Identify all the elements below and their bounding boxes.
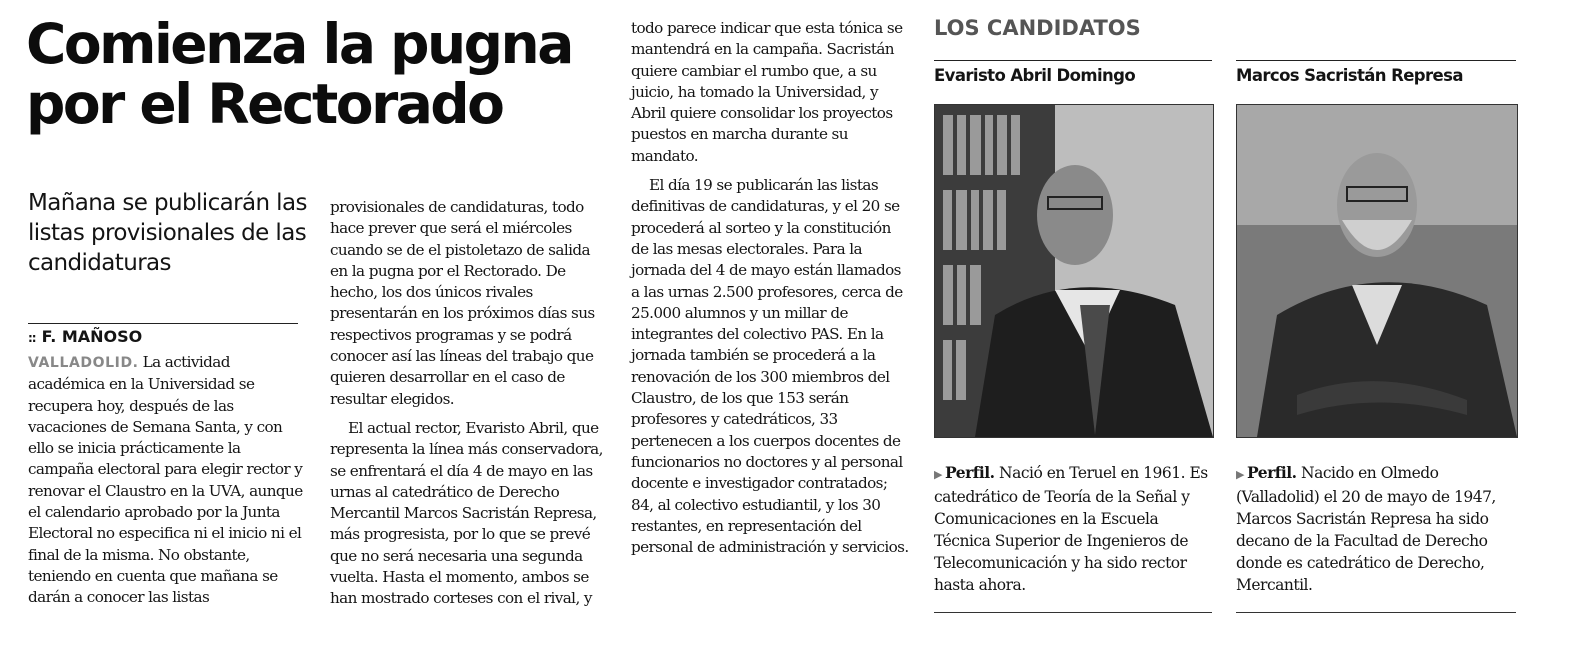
byline-author: F. MAÑOSO <box>41 327 143 346</box>
article-paragraph: provisionales de candidaturas, todo hace prever que será el miércoles cuando se de el pistoletazo de salida en la pugna por el Rectorado. De hecho, los dos únicos rivales presentarán en los próximos días sus respectivos programas y se podrá conocer así las líneas del trabajo que quieren desarrollar en el caso de resultar elegidos. <box>330 198 595 408</box>
triangle-right-icon: ▶ <box>934 468 942 481</box>
profile-text: Nacido en Olmedo (Valladolid) el 20 de mayo de 1947, Marcos Sacristán Represa ha sido decano de la Facultad de Derecho donde es catedrático de Derecho, Mercantil. <box>1236 464 1496 594</box>
article-paragraph: El actual rector, Evaristo Abril, que representa la línea más conservadora, se enfrentará el día 4 de mayo en las urnas al catedrático de Derecho Mercantil Marcos Sacristán Represa, más progresista, por lo que se prevé que no será necesaria una segunda vuelta. Hasta el momento, ambos se han mostrado corteses con el rival, y <box>330 418 603 608</box>
section-title: LOS CANDIDATOS <box>934 16 1141 40</box>
profile-text: Nació en Teruel en 1961. Es catedrático de Teoría de la Señal y Comunicaciones en la Escuela Técnica Superior de Ingenieros de Telecomunicación y ha sido rector hasta ahora. <box>934 464 1208 594</box>
divider <box>1236 612 1516 613</box>
byline-marker-icon: :: <box>28 331 36 345</box>
candidate-name-sacristan: Marcos Sacristán Represa <box>1236 60 1516 85</box>
article-column-3 <box>631 18 912 558</box>
paragraph-1-text: La actividad académica en la Universidad se recupera hoy, después de las vacaciones de Semana Santa, y con ello se inicia prácticamente la campaña electoral para elegir rector y renovar el Claustro en la UVA, aunque el calendario aprobado por la Junta Electoral no especifica ni el inicio ni el final de la misma. No obstante, teniendo en cuenta que mañana se darán a conocer las listas <box>28 353 303 607</box>
candidate-name-abril: Evaristo Abril Domingo <box>934 60 1212 85</box>
candidate-bio-sacristan <box>1236 462 1516 596</box>
profile-label: Perfil. <box>944 463 995 482</box>
article-column-2 <box>330 197 610 610</box>
triangle-right-icon: ▶ <box>1236 468 1244 481</box>
article-column-1 <box>28 352 306 609</box>
city-dateline: VALLADOLID. <box>28 355 139 371</box>
byline <box>28 323 298 349</box>
article-paragraph: El día 19 se publicarán las listas definitivas de candidaturas, y el 20 se procederá al sorteo y la constitución de las mesas electorales. Para la jornada del 4 de mayo están llamados a las urnas 2.500 profesores, cerca de 25.000 alumnos y un millar de integrantes del colectivo PAS. En la jornada también se procederá a la renovación de los 300 miembros del Claustro, de los que 153 serán profesores y catedráticos, 33 pertenecen a los cuerpos docentes de funcionarios no doctores y al personal docente e investigador contratados; 84, al colectivo estudiantil, y los 30 restantes, en representación del personal de administración y servicios. <box>631 176 909 557</box>
divider <box>934 612 1212 613</box>
candidate-bio-abril <box>934 462 1212 596</box>
article-paragraph <box>28 352 306 609</box>
candidate-photo-abril <box>934 104 1214 438</box>
headline: Comienza la pugna por el Rectorado <box>26 12 572 136</box>
profile-label: Perfil. <box>1246 463 1297 482</box>
candidate-photo-sacristan <box>1236 104 1518 438</box>
subheadline: Mañana se publicarán las listas provisionales de las candidaturas <box>28 190 307 276</box>
article-paragraph: todo parece indicar que esta tónica se mantendrá en la campaña. Sacristán quiere cambiar el rumbo que, a su juicio, ha tomado la Universidad, y Abril quiere consolidar los proyectos puestos en marcha durante su mandato. <box>631 19 903 165</box>
